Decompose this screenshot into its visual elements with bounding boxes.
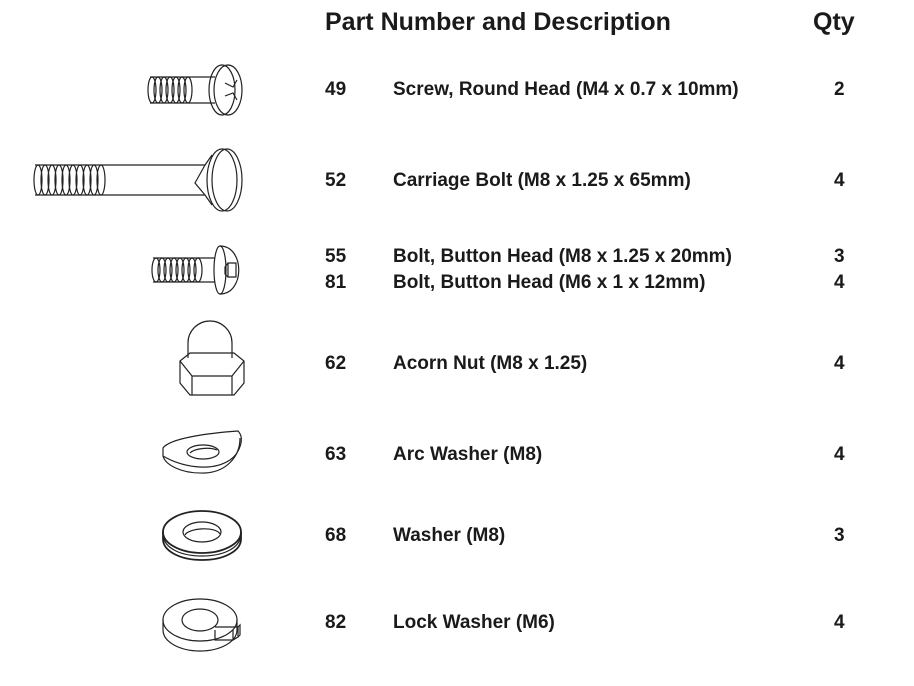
button-head-bolt-icon [150, 240, 250, 300]
part-qty: 3 [834, 246, 845, 267]
acorn-nut-icon [178, 318, 246, 400]
part-qty: 4 [834, 170, 845, 191]
part-description: Washer (M8) [393, 525, 506, 546]
part-qty: 4 [834, 272, 845, 293]
part-description: Carriage Bolt (M8 x 1.25 x 65mm) [393, 170, 691, 191]
part-description: Bolt, Button Head (M8 x 1.25 x 20mm) [393, 246, 732, 267]
part-number: 55 [325, 246, 347, 267]
part-number: 68 [325, 525, 347, 546]
part-number: 81 [325, 272, 347, 293]
part-description: Screw, Round Head (M4 x 0.7 x 10mm) [393, 79, 739, 100]
part-qty: 2 [834, 79, 845, 100]
part-qty: 3 [834, 525, 845, 546]
part-description: Acorn Nut (M8 x 1.25) [393, 353, 588, 374]
part-qty: 4 [834, 444, 845, 465]
part-number: 52 [325, 170, 347, 191]
lock-washer-icon [160, 595, 245, 655]
part-number: 49 [325, 79, 347, 100]
washer-icon [160, 508, 245, 563]
carriage-bolt-icon [30, 145, 250, 215]
part-number: 62 [325, 353, 347, 374]
round-head-screw-icon [145, 60, 250, 120]
part-number: 82 [325, 612, 347, 633]
part-number: 63 [325, 444, 347, 465]
part-description: Arc Washer (M8) [393, 444, 543, 465]
qty-column-header: Qty [813, 8, 855, 36]
arc-washer-icon [160, 428, 245, 478]
part-description: Bolt, Button Head (M6 x 1 x 12mm) [393, 272, 706, 293]
part-qty: 4 [834, 353, 845, 374]
part-qty: 4 [834, 612, 845, 633]
description-column-header: Part Number and Description [325, 8, 671, 36]
part-description: Lock Washer (M6) [393, 612, 555, 633]
